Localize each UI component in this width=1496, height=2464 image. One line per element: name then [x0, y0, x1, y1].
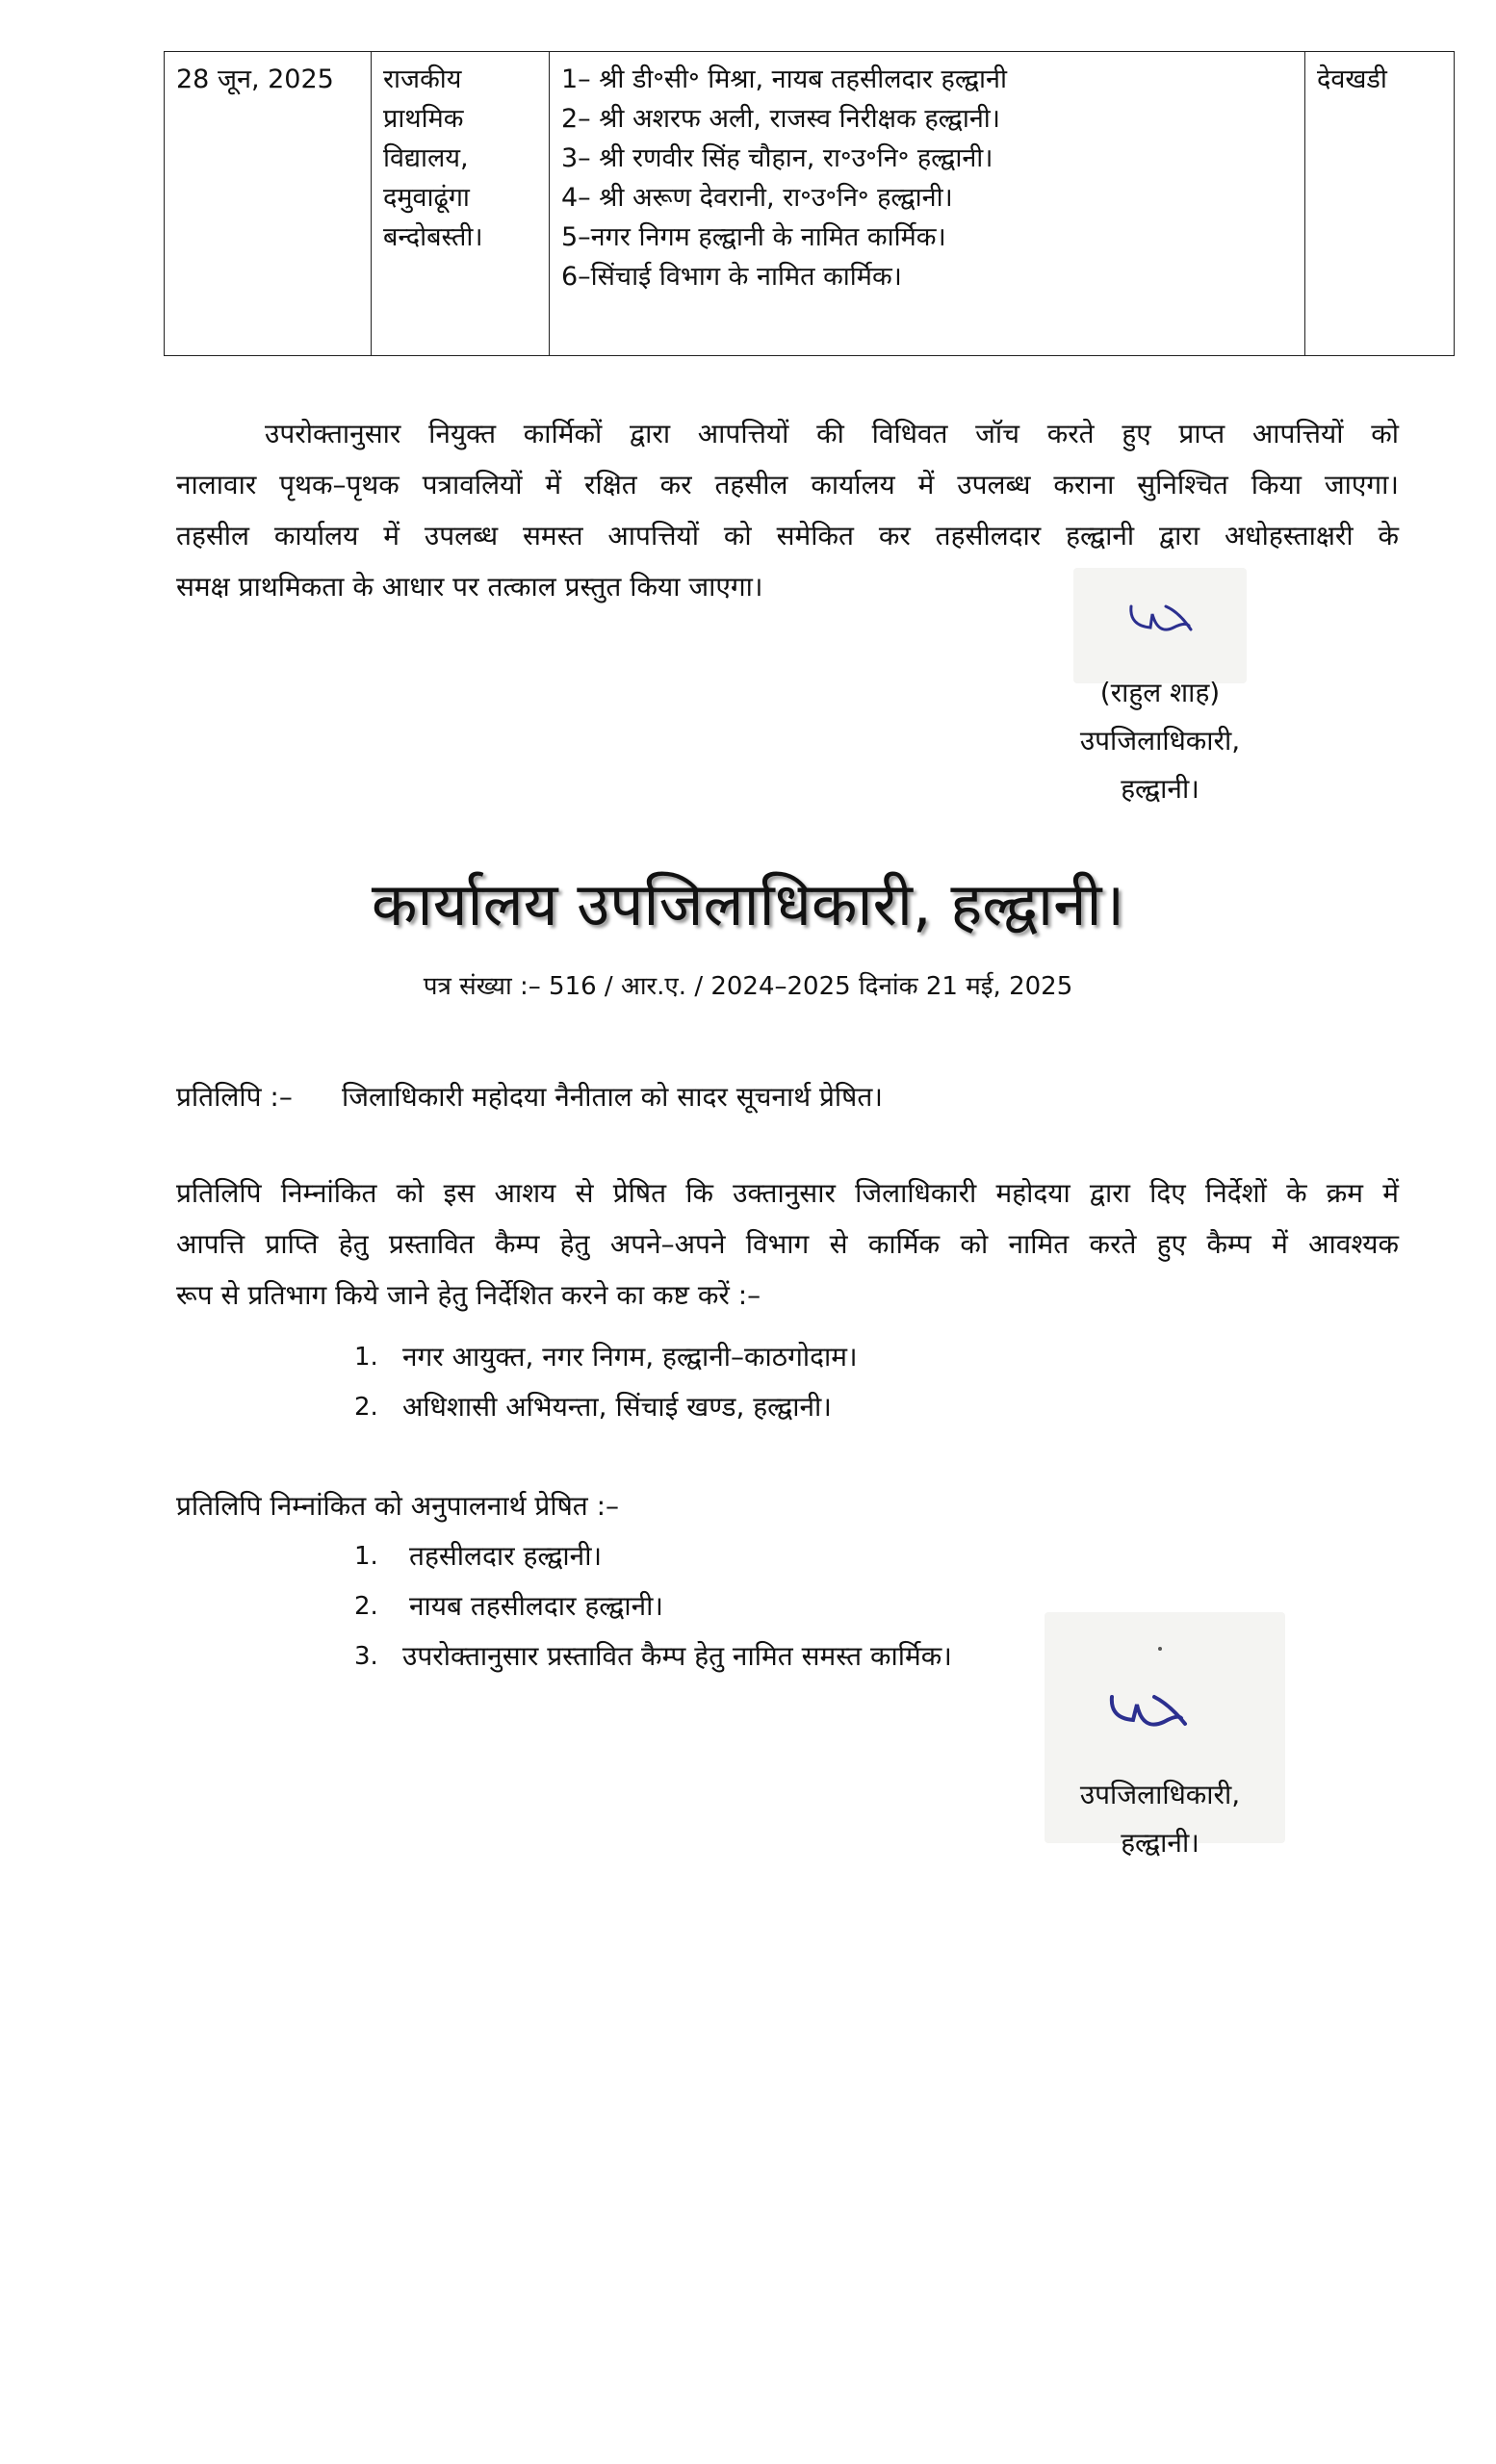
list-item: नगर आयुक्त, नगर निगम, हल्द्वानी–काठगोदाम।: [402, 1341, 858, 1373]
copy-label: प्रतिलिपि :–: [176, 1081, 293, 1113]
paragraph-line: प्रतिलिपि निम्नांकित को इस आशय से प्रेषित कि उक्तानुसार जिलाधिकारी महोदया द्वारा दिए निर्देशों के क्रम में: [176, 1177, 1399, 1209]
list-item-number: 3.: [354, 1642, 378, 1671]
venue-line: प्राथमिक: [383, 104, 464, 134]
list-item: अधिशासी अभियन्ता, सिंचाई खण्ड, हल्द्वानी।: [402, 1391, 832, 1423]
signatory-place: हल्द्वानी।: [1121, 1827, 1199, 1859]
area-name: देवखडी: [1317, 64, 1387, 94]
copy-text: जिलाधिकारी महोदया नैनीताल को सादर सूचनार्थ प्रेषित।: [342, 1081, 883, 1113]
date-cell: [165, 52, 372, 356]
staff-line: 5–नगर निगम हल्द्वानी के नामित कार्मिक।: [561, 222, 946, 252]
staff-line: 6–सिंचाई विभाग के नामित कार्मिक।: [561, 262, 902, 292]
list-item-number: 1.: [354, 1542, 378, 1571]
venue-cell: [372, 52, 550, 356]
staff-line: 3– श्री रणवीर सिंह चौहान, रा॰उ॰नि॰ हल्द्वानी।: [561, 143, 993, 173]
signatory-name: (राहुल शाह): [1099, 677, 1221, 708]
signature-block-2: [1045, 1771, 1276, 1867]
list-item: नायब तहसीलदार हल्द्वानी।: [409, 1590, 664, 1622]
paragraph-line: रूप से प्रतिभाग किये जाने हेतु निर्देशित करने का कष्ट करें :–: [176, 1279, 761, 1311]
signature-block-1: [1045, 669, 1276, 813]
signatory-designation: उपजिलाधिकारी,: [1079, 1779, 1241, 1810]
venue-line: बन्दोबस्ती।: [383, 222, 483, 252]
letter-number: पत्र संख्या :– 516 / आर.ए. / 2024–2025 दिनांक 21 मई, 2025: [423, 972, 1073, 1001]
list-item-number: 1.: [354, 1343, 378, 1372]
copy-compliance-label: प्रतिलिपि निम्नांकित को अनुपालनार्थ प्रेषित :–: [176, 1490, 620, 1522]
area-cell: [1305, 52, 1455, 356]
signature-image: [1073, 568, 1247, 683]
paragraph-line: आपत्ति प्राप्ति हेतु प्रस्तावित कैम्प हेतु अपने–अपने विभाग से कार्मिक को नामित करते हुए कैम्प में आवश्यक: [176, 1228, 1399, 1260]
venue-line: विद्यालय,: [383, 143, 469, 173]
paragraph-line: नालावार पृथक–पृथक पत्रावलियों में रक्षित कर तहसील कार्यालय में उपलब्ध कराना सुनिश्चित किया जाएगा।: [176, 469, 1399, 500]
staff-cell: [550, 52, 1305, 356]
paragraph-line: तहसील कार्यालय में उपलब्ध समस्त आपत्तियों को समेकित कर तहसीलदार हल्द्वानी द्वारा अधोहस्ताक्षरी के: [176, 520, 1399, 552]
venue-line: राजकीय: [383, 64, 462, 94]
list-item: तहसीलदार हल्द्वानी।: [409, 1540, 603, 1572]
signatory-place: हल्द्वानी।: [1121, 773, 1199, 805]
camp-schedule-table: [164, 51, 1455, 356]
staff-line: 2– श्री अशरफ अली, राजस्व निरीक्षक हल्द्वानी।: [561, 104, 1001, 134]
staff-line: 4– श्री अरूण देवरानी, रा॰उ॰नि॰ हल्द्वानी।: [561, 183, 953, 213]
venue-line: दमुवाढूंगा: [383, 183, 470, 213]
paragraph-line: समक्ष प्राथमिकता के आधार पर तत्काल प्रस्तुत किया जाएगा।: [176, 571, 763, 603]
list-item: उपरोक्तानुसार प्रस्तावित कैम्प हेतु नामित समस्त कार्मिक।: [402, 1640, 952, 1672]
list-item-number: 2.: [354, 1393, 378, 1422]
camp-date: 28 जून, 2025: [176, 64, 334, 94]
signatory-designation: उपजिलाधिकारी,: [1079, 725, 1241, 757]
table-row: [165, 52, 1455, 356]
paragraph-line: उपरोक्तानुसार नियुक्त कार्मिकों द्वारा आपत्तियों की विधिवत जॉच करते हुए प्राप्त आपत्तियों को: [265, 418, 1399, 449]
office-heading: कार्यालय उपजिलाधिकारी, हल्द्वानी।: [371, 869, 1125, 939]
list-item-number: 2.: [354, 1592, 378, 1621]
copy-instruction-paragraph: [176, 1168, 1399, 1321]
staff-line: 1– श्री डी॰सी॰ मिश्रा, नायब तहसीलदार हल्द्वानी: [561, 64, 1007, 94]
